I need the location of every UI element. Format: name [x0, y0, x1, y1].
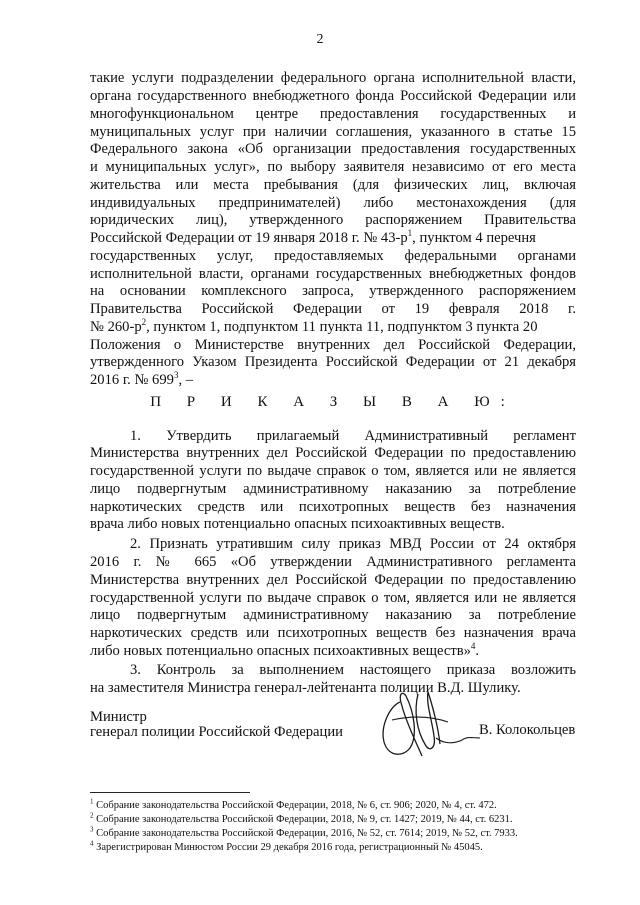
footnote [90, 825, 590, 841]
footnote-mark: 2 [90, 811, 94, 820]
text-fragment: , – [178, 372, 194, 388]
footnote-ref: 4 [470, 641, 476, 652]
text-fragment: либо новых потенциально опасных психоактивных веществ» [90, 643, 471, 659]
footnote-text: Собрание законодательства Российской Федерации, 2016, № 52, ст. 7614; 2019, № 52, ст. 7933. [96, 828, 518, 839]
text-line: Министерства внутренних дел Российской Федерации по предоставлению [90, 445, 576, 461]
footnote-ref: 3 [173, 370, 179, 381]
text-line: государственной услуги по выдаче справок о том, является или не является [90, 590, 576, 606]
text-line: Правительства Российской Федерации от 19 февраля 2018 г. [90, 301, 576, 317]
text-line: 2016 г. № 665 «Об утверждении Административного регламента [90, 554, 576, 570]
text-line: такие услуги подразделении федерального органа исполнительной власти, [90, 70, 576, 86]
footnote-text: Собрание законодательства Российской Федерации, 2018, № 9, ст. 1427; 2019, № 44, ст. 6231. [96, 814, 513, 825]
footnote [90, 797, 590, 813]
text-fragment: Российской Федерации от 19 января 2018 г. № 43-р [90, 230, 408, 246]
footnote-ref: 1 [407, 228, 413, 239]
footnote-ref: 2 [141, 317, 147, 328]
text-fragment: 2016 г. № 699 [90, 372, 174, 388]
footnote-mark: 3 [90, 825, 94, 834]
text-line: индивидуальных предпринимателей) либо местонахождения (для [90, 195, 576, 211]
text-line: наркотических средств или психотропных веществ без назначения [90, 499, 576, 515]
page-number: 2 [316, 32, 324, 47]
text-line: и муниципальных услуг», по выбору заявителя независимо от его места [90, 159, 576, 175]
signatory-title: Министр [90, 709, 147, 725]
paragraph-head: 3. Контроль за выполнением настоящего приказа возложить [130, 662, 576, 678]
order-heading: П Р И К А З Ы В А Ю: [150, 394, 516, 410]
footnote-mark: 1 [90, 797, 94, 806]
text-line: на заместителя Министра генерал-лейтенанта полиции В.Д. Шулику. [90, 680, 521, 696]
text-fragment: , пунктом 1, подпунктом 11 пункта 11, подпунктом 3 пункта 20 [146, 319, 538, 335]
text-line: органа государственного внебюджетного фонда Российской Федерации или [90, 88, 576, 104]
text-line [90, 643, 576, 661]
text-line: Министерства внутренних дел Российской Федерации по предоставлению [90, 572, 576, 588]
text-line: Федерального закона «Об организации предоставления государственных [90, 141, 576, 157]
footnote-mark: 4 [90, 839, 94, 848]
signatory-name: В. Колокольцев [479, 722, 576, 738]
footnote [90, 811, 590, 827]
text-line: врача либо новых потенциально опасных психоактивных веществ. [90, 516, 505, 532]
text-line: исполнительной власти, органами государственных внебюджетных фондов [90, 266, 576, 282]
text-fragment: , пунктом 4 перечня [412, 230, 536, 246]
text-line: государственной услуги по выдаче справок о том, является или не является [90, 463, 576, 479]
paragraph-head: 2. Признать утратившим силу приказ МВД России от 24 октября [130, 536, 576, 552]
text-line: на основании комплексного запроса, утвержденного распоряжением [90, 283, 576, 299]
text-line [90, 319, 576, 337]
text-line: утвержденного Указом Президента Российской Федерации от 21 декабря [90, 354, 576, 370]
text-line: муниципальных услуг при наличии соглашения, указанного в статье 15 [90, 124, 576, 140]
signatory-title: генерал полиции Российской Федерации [90, 724, 343, 740]
footnote-text: Зарегистрирован Минюстом России 29 декабря 2016 года, регистрационный № 45045. [96, 842, 483, 853]
text-line: жительства или места пребывания (для физических лиц, включая [90, 177, 576, 193]
text-line: лицо подвергнутым административному наказанию за потребление [90, 481, 576, 497]
text-fragment: . [475, 643, 480, 659]
footnote-divider [90, 792, 250, 793]
footnote-text: Собрание законодательства Российской Федерации, 2018, № 6, ст. 906; 2020, № 4, ст. 472. [96, 800, 497, 811]
paragraph-head: 1. Утвердить прилагаемый Административный регламент [130, 428, 576, 444]
text-line: многофункциональном центре предоставления государственных и [90, 106, 576, 122]
text-line: Положения о Министерстве внутренних дел Российской Федерации, [90, 337, 576, 353]
text-line: лицо подвергнутым административному наказанию за потребление [90, 607, 576, 623]
text-line [90, 372, 576, 390]
footnote [90, 839, 590, 855]
handwritten-signature [370, 686, 482, 764]
text-line: юридических лиц), утвержденного распоряжением Правительства [90, 212, 576, 228]
text-line: наркотических средств или психотропных веществ без назначения врача [90, 625, 576, 641]
text-line: государственных услуг, предоставляемых федеральными органами [90, 248, 576, 264]
text-line [90, 230, 576, 248]
text-fragment: № 260-р [90, 319, 142, 335]
